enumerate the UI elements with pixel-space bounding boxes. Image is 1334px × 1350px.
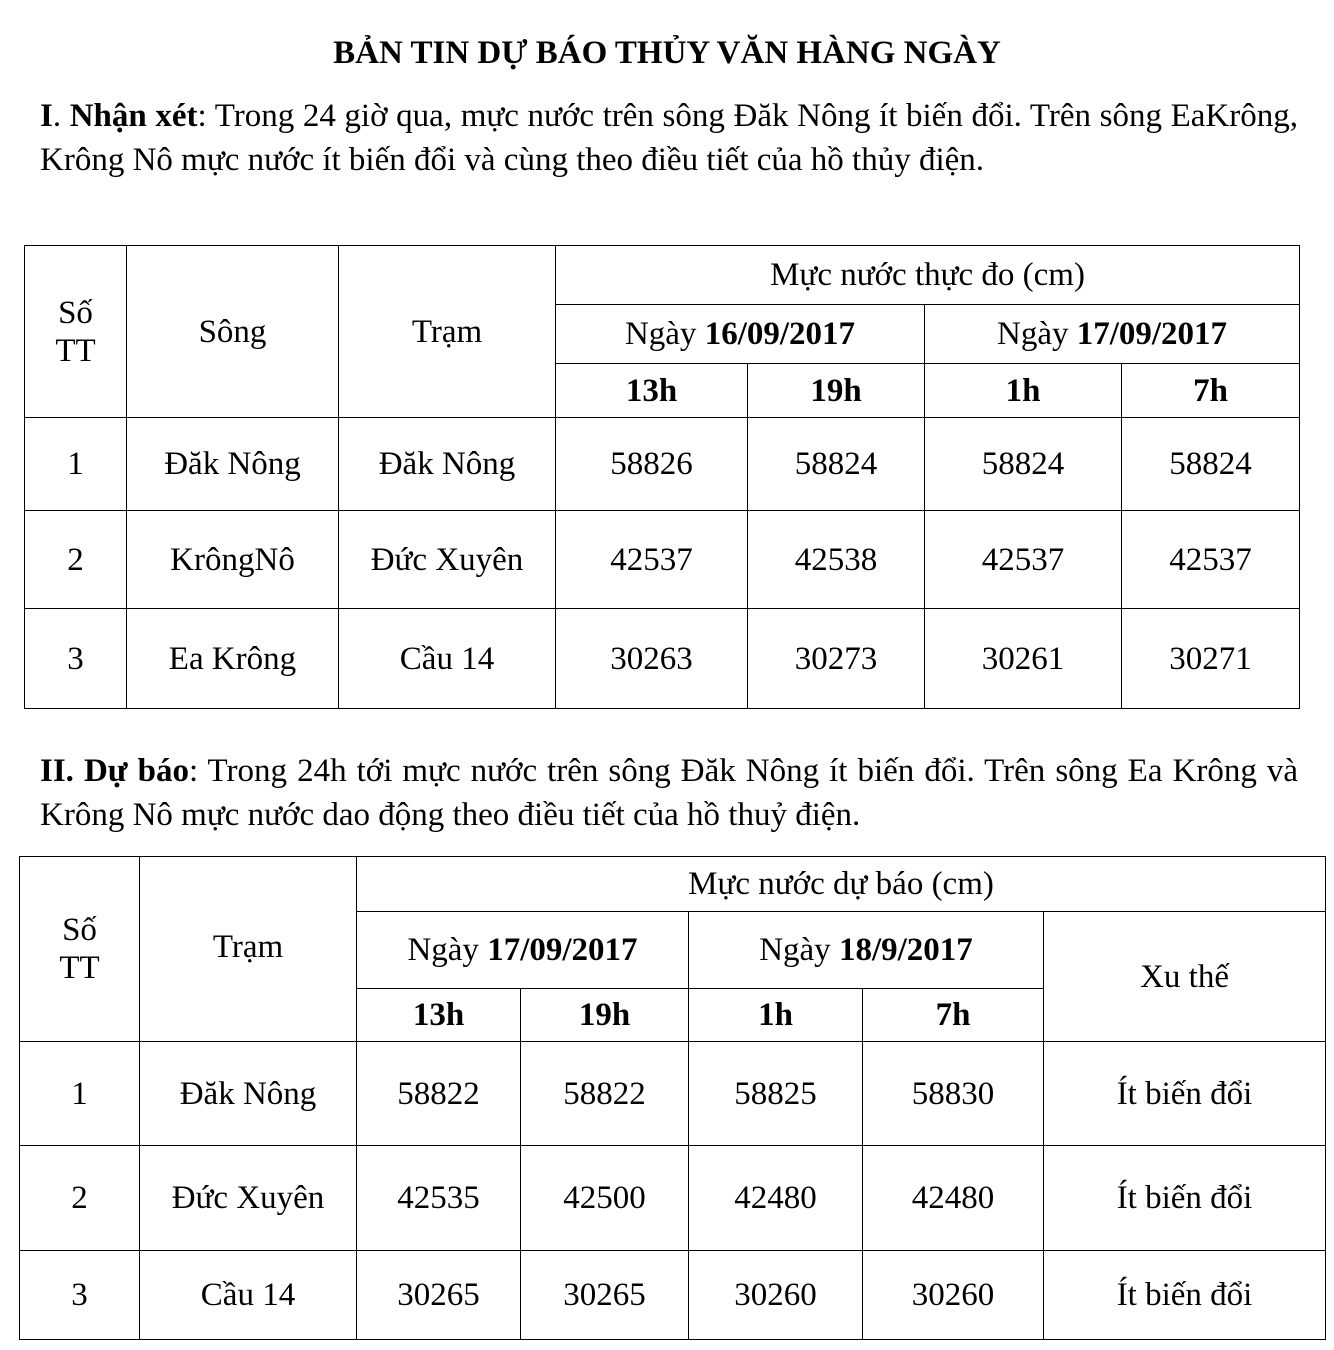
cell-stt: 1 xyxy=(25,418,127,511)
table-row xyxy=(25,609,1300,709)
cell-value: 58826 xyxy=(556,418,748,511)
cell-value: 42535 xyxy=(357,1146,521,1251)
cell-value: 58825 xyxy=(689,1042,863,1146)
cell-value: 58830 xyxy=(863,1042,1044,1146)
cell-tram: Đức Xuyên xyxy=(339,511,556,609)
observation-label: I xyxy=(40,98,53,134)
cell-value: 30265 xyxy=(521,1251,689,1340)
header-forecast-level: Mực nước dự báo (cm) xyxy=(357,857,1326,912)
header-date-2 xyxy=(689,912,1044,989)
observed-water-level-table xyxy=(24,245,1300,709)
cell-value: 42480 xyxy=(689,1146,863,1251)
cell-value: 30271 xyxy=(1122,609,1300,709)
cell-value: 42537 xyxy=(925,511,1122,609)
cell-tram: Cầu 14 xyxy=(140,1251,357,1340)
observation-text: : Trong 24 giờ qua, mực nước trên sông Đăk Nông ít biến đổi. Trên sông EaKrông, Krông Nô mực nước ít biến đổi và cùng theo điều tiết của hồ thủy điện. xyxy=(40,98,1298,178)
cell-song: Đăk Nông xyxy=(127,418,339,511)
header-hour: 13h xyxy=(556,364,748,418)
header-hour: 19h xyxy=(521,989,689,1042)
cell-tram: Đăk Nông xyxy=(140,1042,357,1146)
cell-stt: 3 xyxy=(25,609,127,709)
cell-stt: 2 xyxy=(25,511,127,609)
header-tram: Trạm xyxy=(140,857,357,1042)
forecast-water-level-table xyxy=(19,856,1326,1340)
cell-value: 58822 xyxy=(521,1042,689,1146)
header-observed-level: Mực nước thực đo (cm) xyxy=(556,246,1300,305)
header-tram: Trạm xyxy=(339,246,556,418)
cell-trend: Ít biến đổi xyxy=(1044,1146,1326,1251)
forecast-paragraph xyxy=(40,749,1298,837)
cell-stt: 3 xyxy=(20,1251,140,1340)
date-value: 18/9/2017 xyxy=(838,932,973,968)
table-row xyxy=(20,1251,1326,1340)
cell-value: 30260 xyxy=(689,1251,863,1340)
cell-value: 58824 xyxy=(1122,418,1300,511)
cell-value: 30265 xyxy=(357,1251,521,1340)
cell-value: 30273 xyxy=(748,609,925,709)
cell-song: KrôngNô xyxy=(127,511,339,609)
header-hour: 7h xyxy=(863,989,1044,1042)
table-row xyxy=(25,418,1300,511)
header-hour: 1h xyxy=(925,364,1122,418)
header-date-1 xyxy=(357,912,689,989)
cell-stt: 1 xyxy=(20,1042,140,1146)
header-hour: 13h xyxy=(357,989,521,1042)
date-value: 16/09/2017 xyxy=(704,316,856,352)
cell-value: 58822 xyxy=(357,1042,521,1146)
cell-value: 42538 xyxy=(748,511,925,609)
table-row xyxy=(25,511,1300,609)
date-value: 17/09/2017 xyxy=(487,932,638,968)
cell-tram: Đức Xuyên xyxy=(140,1146,357,1251)
cell-value: 42537 xyxy=(556,511,748,609)
forecast-text: : Trong 24h tới mực nước trên sông Đăk Nông ít biến đổi. Trên sông Ea Krông và Krông Nô mực nước dao động theo điều tiết của hồ thuỷ điện. xyxy=(40,753,1298,833)
date-prefix: Ngày xyxy=(996,316,1069,352)
date-prefix: Ngày xyxy=(759,932,831,968)
cell-value: 30261 xyxy=(925,609,1122,709)
cell-tram: Đăk Nông xyxy=(339,418,556,511)
observation-paragraph: I. Nhận xét: Trong 24 giờ qua, mực nước trên sông Đăk Nông ít biến đổi. Trên sông EaKrông, Krông Nô mực nước ít biến đổi và cùng theo điều tiết của hồ thủy điện. xyxy=(40,98,1298,178)
cell-trend: Ít biến đổi xyxy=(1044,1042,1326,1146)
cell-value: 30263 xyxy=(556,609,748,709)
date-prefix: Ngày xyxy=(624,316,697,352)
forecast-heading: II. Dự báo xyxy=(40,753,189,789)
cell-value: 30260 xyxy=(863,1251,1044,1340)
cell-trend: Ít biến đổi xyxy=(1044,1251,1326,1340)
header-stt: Số TT xyxy=(20,857,140,1042)
cell-value: 42480 xyxy=(863,1146,1044,1251)
header-trend: Xu thế xyxy=(1044,912,1326,1042)
header-hour: 7h xyxy=(1122,364,1300,418)
cell-stt: 2 xyxy=(20,1146,140,1251)
date-value: 17/09/2017 xyxy=(1076,316,1228,352)
header-hour: 19h xyxy=(748,364,925,418)
table-row xyxy=(20,1042,1326,1146)
header-stt: Số TT xyxy=(25,246,127,418)
date-prefix: Ngày xyxy=(407,932,479,968)
cell-song: Ea Krông xyxy=(127,609,339,709)
cell-value: 42500 xyxy=(521,1146,689,1251)
cell-value: 58824 xyxy=(748,418,925,511)
cell-tram: Cầu 14 xyxy=(339,609,556,709)
cell-value: 58824 xyxy=(925,418,1122,511)
document-title: BẢN TIN DỰ BÁO THỦY VĂN HÀNG NGÀY xyxy=(333,35,1001,71)
table-row xyxy=(20,1146,1326,1251)
header-song: Sông xyxy=(127,246,339,418)
header-date-2 xyxy=(925,305,1300,364)
cell-value: 42537 xyxy=(1122,511,1300,609)
observation-heading: Nhận xét xyxy=(69,98,198,134)
header-date-1 xyxy=(556,305,925,364)
header-hour: 1h xyxy=(689,989,863,1042)
